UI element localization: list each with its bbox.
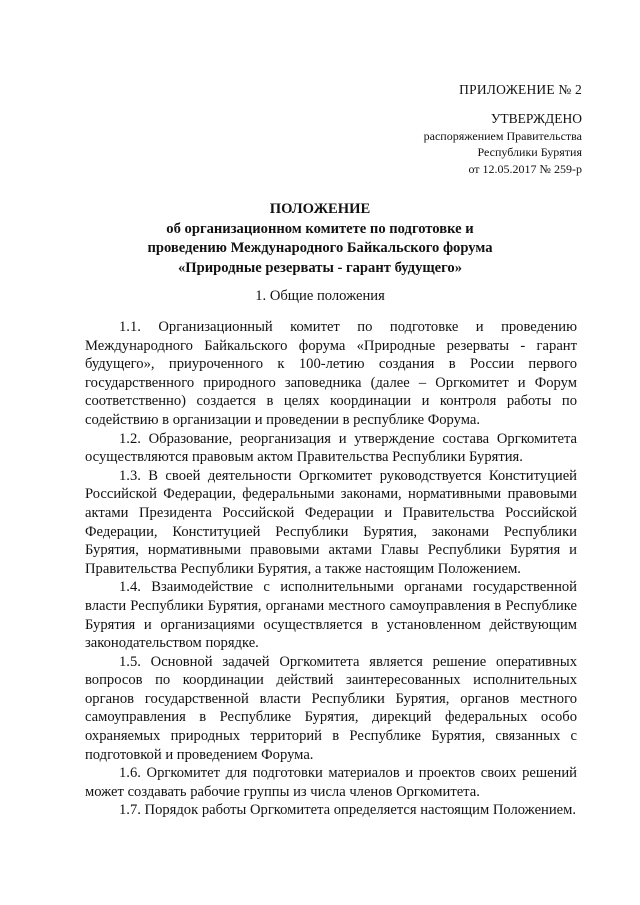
paragraph-1-4: 1.4. Взаимодействие с исполнительными органами государственной власти Республики Бурятия, органами местного самоуправления в Республике Бурятия и организациями осуществляется в установленном действующим законодательством порядке. — [85, 579, 577, 652]
title-line-4: «Природные резерваты - гарант будущего» — [177, 259, 463, 276]
title-line-1: ПОЛОЖЕНИЕ — [269, 201, 371, 217]
approved-by-order: распоряжением Правительства — [423, 128, 582, 143]
title-line-2: об организационном комитете по подготовке и — [166, 220, 474, 237]
paragraph-1-3: 1.3. В своей деятельности Оргкомитет руководствуется Конституцией Российской Федерации, федеральными законами, нормативными правовыми актами Президента Российской Федерации и Правительства Российской Федерации, Конституцией Республики Бурятия, законами Республики Бурятия, нормативными правовыми актами Главы Республики Бурятия и Правительства Республики Бурятия, а также настоящим Положением. — [85, 467, 577, 577]
section-heading: 1. Общие положения — [255, 288, 385, 304]
annex-label: ПРИЛОЖЕНИЕ № 2 — [459, 82, 582, 97]
paragraph-1-2: 1.2. Образование, реорганизация и утверждение состава Оргкомитета осуществляются правовым актом Правительства Республики Бурятия. — [85, 430, 577, 466]
paragraph-1-6: 1.6. Оргкомитет для подготовки материалов и проектов своих решений может создавать рабочие группы из числа членов Оргкомитета. — [85, 765, 577, 800]
paragraph-1-5: 1.5. Основной задачей Оргкомитета является решение оперативных вопросов по координации действий заинтересованных исполнительных органов государственной власти Республики Бурятия, органов местного самоуправления в Республике Бурятия, дирекций федеральных особо охраняемых природных территорий в Республике Бурятия, связанных с подготовкой и проведением Форума. — [85, 653, 577, 763]
document-title — [60, 200, 580, 278]
paragraph-1-7: 1.7. Порядок работы Оргкомитета определяется настоящим Положением. — [119, 802, 577, 819]
approved-date-number: от 12.05.2017 № 259-р — [468, 161, 582, 176]
document-body — [85, 318, 577, 820]
title-line-3: проведению Международного Байкальского форума — [147, 240, 493, 256]
approved-republic: Республики Бурятия — [477, 145, 582, 159]
paragraph-1-1: 1.1. Организационный комитет по подготовке и проведению Международного Байкальского форума «Природные резерваты - гарант будущего», приуроченного к 100-летию создания в России первого государственного природного заповедника (далее – Оргкомитет и Форум соответственно) создается в целях координации и контроля работы по содействию в организации и проведении в республике Форума. — [85, 319, 577, 428]
approved-label: УТВЕРЖДЕНО — [490, 111, 582, 126]
approval-stamp — [424, 111, 582, 177]
